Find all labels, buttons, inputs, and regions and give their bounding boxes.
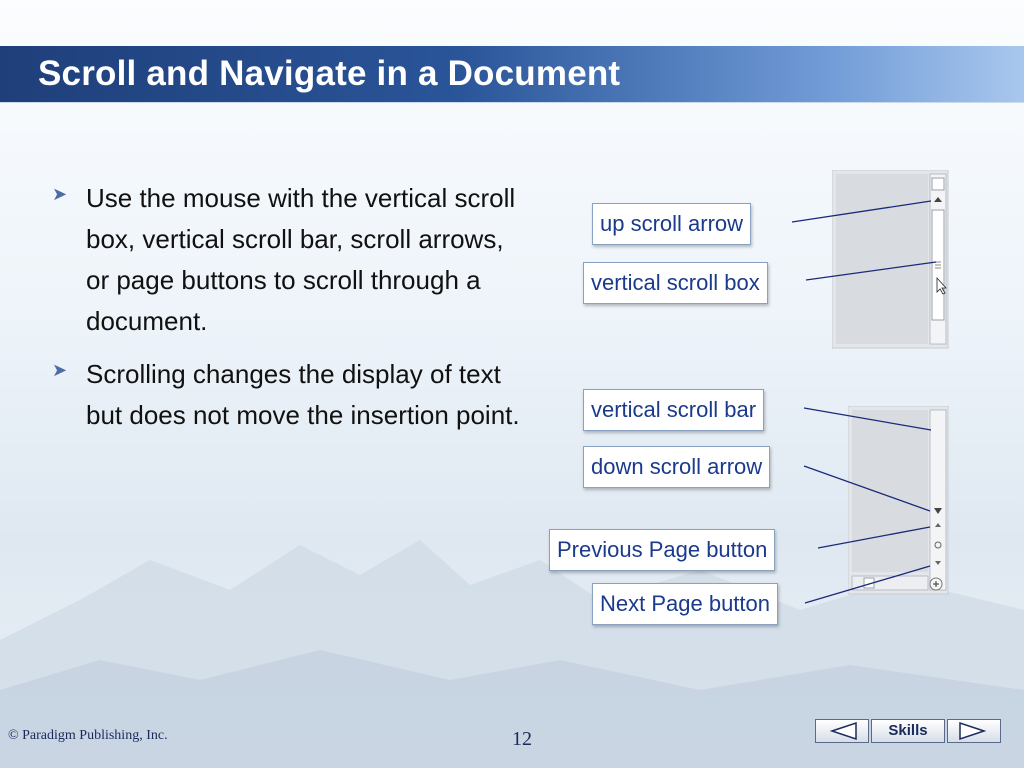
arrow-bullet-icon: ➤ (52, 360, 68, 380)
left-triangle-icon (816, 720, 868, 742)
callout-vertical-scroll-bar: vertical scroll bar (583, 389, 764, 431)
copyright-notice: © Paradigm Publishing, Inc. (8, 728, 168, 743)
bullet-item (52, 178, 522, 342)
scrollbar-bottom-screenshot (848, 406, 952, 598)
bullet-text: Use the mouse with the vertical scroll box, vertical scroll bar, scroll arrows, or page buttons to scroll through a document. (86, 183, 516, 336)
callout-down-scroll-arrow: down scroll arrow (583, 446, 770, 488)
ruler-toggle-icon (932, 178, 944, 190)
slide-title: Scroll and Navigate in a Document (38, 54, 621, 93)
skills-button[interactable]: Skills (871, 719, 945, 743)
callout-up-scroll-arrow: up scroll arrow (592, 203, 751, 245)
callout-vertical-scroll-box: vertical scroll box (583, 262, 768, 304)
right-triangle-icon (948, 720, 1000, 742)
scrollbar-top-screenshot (832, 170, 952, 352)
bullet-item (52, 354, 522, 436)
bullet-list (52, 178, 522, 448)
bullet-text: Scrolling changes the display of text but does not move the insertion point. (86, 359, 520, 430)
callout-previous-page-button: Previous Page button (549, 529, 775, 571)
arrow-bullet-icon: ➤ (52, 184, 68, 204)
page-number: 12 (512, 728, 532, 750)
previous-slide-button[interactable] (815, 719, 869, 743)
callout-next-page-button: Next Page button (592, 583, 778, 625)
next-slide-button[interactable] (947, 719, 1001, 743)
title-bar (0, 46, 1024, 103)
